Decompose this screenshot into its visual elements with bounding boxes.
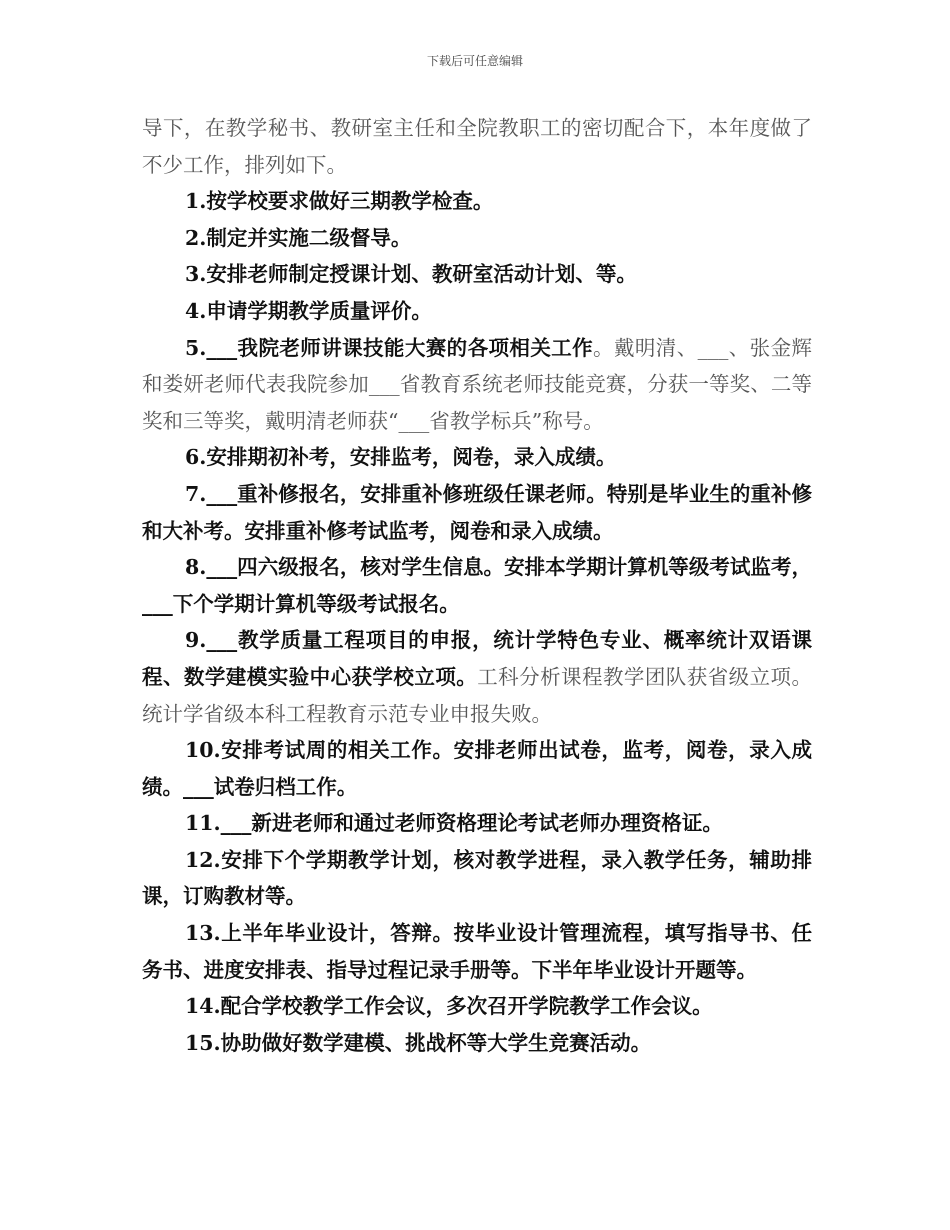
list-item-8 [142,549,812,622]
list-item-13 [142,915,812,988]
item-text: 10.安排考试周的相关工作。安排老师出试卷，监考，阅卷，录入成绩。___试卷归档工作。 [142,738,812,799]
list-item-6 [142,439,812,476]
list-item-1 [142,183,812,220]
list-item-10 [142,732,812,805]
item-text: 6.安排期初补考，安排监考，阅卷，录入成绩。 [185,445,617,470]
page-header: 下载后可任意编辑 [426,54,523,68]
list-item-3 [142,256,812,293]
item-note: 。戴明清、___、张金辉和娄妍老师代表我院参加___省教育系统老师技能竞赛，分获一等奖、二等奖和三等奖，戴明清老师获“___省教学标兵”称号。 [142,335,812,433]
document-body [142,110,812,1061]
item-text: 9.___教学质量工程项目的申报，统计学特色专业、概率统计双语课程、数学建模实验中心获学校立项。 [142,628,812,689]
item-text: 1.按学校要求做好三期教学检查。 [185,189,494,214]
item-text: 5.___我院老师讲课技能大赛的各项相关工作 [185,335,594,360]
item-text: 11.___新进老师和通过老师资格理论考试老师办理资格证。 [185,811,723,836]
item-text: 8.___四六级报名，核对学生信息。安排本学期计算机等级考试监考，___下个学期计算机等级考试报名。 [142,555,812,616]
list-item-12 [142,842,812,915]
item-text: 2.制定并实施二级督导。 [185,225,412,250]
list-item-15 [142,1025,812,1062]
list-item-7 [142,476,812,549]
list-item-5 [142,330,812,440]
list-item-4 [142,293,812,330]
item-text: 15.协助做好数学建模、挑战杯等大学生竞赛活动。 [185,1030,652,1055]
list-item-14 [142,988,812,1025]
item-note: 工科分析课程教学团队获省级立项。统计学省级本科工程教育示范专业申报失败。 [142,664,813,726]
item-text: 3.安排老师制定授课计划、教研室活动计划、等。 [185,262,637,287]
item-text: 7.___重补修报名，安排重补修班级任课老师。特别是毕业生的重补修和大补考。安排重补修考试监考，阅卷和录入成绩。 [142,481,812,543]
intro-paragraph: 导下，在教学秘书、教研室主任和全院教职工的密切配合下，本年度做了不少工作，排列如下。 [142,116,812,177]
item-text: 4.申请学期教学质量评价。 [185,298,432,323]
item-text: 13.上半年毕业设计，答辩。按毕业设计管理流程，填写指导书、任务书、进度安排表、指导过程记录手册等。下半年毕业设计开题等。 [142,921,812,982]
list-item-2 [142,220,812,257]
list-item-9 [142,622,812,732]
item-text: 12.安排下个学期教学计划，核对教学进程，录入教学任务，辅助排课，订购教材等。 [142,847,812,909]
item-text: 14.配合学校教学工作会议，多次召开学院教学工作会议。 [185,994,713,1019]
list-item-11 [142,805,812,842]
